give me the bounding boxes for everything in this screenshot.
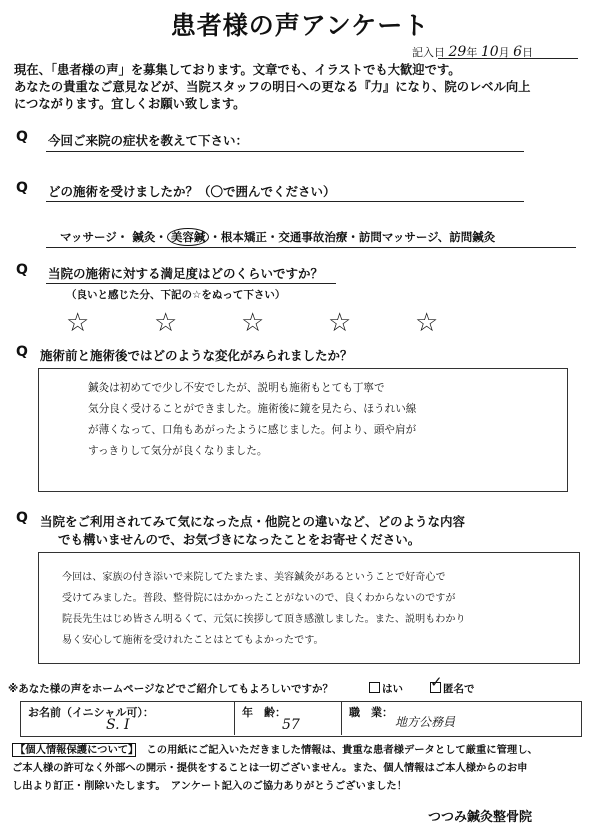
selected-option-circle[interactable]: 美容鍼 — [167, 228, 210, 246]
date-month: 10 — [480, 44, 499, 60]
answer-line: すっきりして気分が良くなりました。 — [88, 445, 268, 457]
treatment-options — [60, 228, 495, 246]
date-year: 29 — [448, 44, 467, 60]
name-label: お名前（イニシャル可）： — [28, 706, 154, 719]
star-icon-2[interactable]: ☆ — [154, 308, 178, 338]
consent-yes-label: はい — [382, 683, 403, 695]
privacy-notice — [12, 741, 538, 795]
answer-line: 院長先生はじめ皆さん明るくて、元気に挨拶して頂き感激しました。また、説明もわかり — [62, 614, 466, 625]
clinic-name: つつみ鍼灸整骨院 — [428, 810, 533, 825]
q5-text-line1: 当院をご利用されてみて気になった点・他院との違いなど、どのような内容 — [40, 514, 466, 529]
q5-answer — [62, 567, 466, 651]
q2-options-line — [46, 247, 576, 248]
answer-line: が薄くなって、口角もあがったように感じました。何より、頭や肩が — [88, 424, 417, 436]
job-value[interactable]: 地方公務員 — [395, 715, 456, 729]
q5-text-line2: でも構いませんので、お気づきになったことをお寄せください。 — [58, 532, 421, 547]
date-day-unit: 日 — [522, 46, 534, 59]
date-month-unit: 月 — [498, 46, 510, 59]
page-title: 患者様の声アンケート — [170, 11, 430, 40]
q3-text: 当院の施術に対する満足度はどのくらいですか？ — [48, 266, 324, 281]
q4-mark: Q — [16, 344, 28, 360]
consent-anonymous-label: 匿名で — [443, 683, 475, 695]
consent-yes[interactable] — [369, 681, 403, 696]
star-icon-5[interactable]: ☆ — [415, 308, 439, 338]
q4-answer — [88, 378, 416, 462]
answer-line: 受けてみました。普段、整骨院にはかかったことがないので、良くわからないのですが — [62, 593, 456, 604]
job-label: 職 業： — [349, 706, 393, 719]
name-value[interactable]: S. I — [106, 717, 130, 733]
q2-mark: Q — [16, 180, 28, 196]
star-icon-3[interactable]: ☆ — [241, 308, 265, 338]
info-divider-1 — [234, 701, 235, 735]
intro-text — [14, 62, 589, 113]
q2-underline — [46, 201, 524, 202]
q1-text: 今回ご来院の症状を教えて下さい： — [48, 133, 249, 148]
check-mark-icon: ✓ — [430, 673, 443, 691]
consent-question: ※あなた様の声をホームページなどでご紹介してもよろしいですか？ — [8, 683, 333, 695]
options-before: マッサージ・ 鍼灸・ — [60, 230, 167, 244]
privacy-line2: ご本人様の許可なく外部への開示・提供をすることは一切ございません。また、個人情報はご本人様からのお申 — [12, 762, 528, 774]
q3-mark: Q — [16, 262, 28, 278]
q3-note: （良いと感じた分、下記の☆をぬって下さい） — [66, 289, 286, 301]
age-value[interactable]: 57 — [282, 717, 300, 733]
star-icon-1[interactable]: ☆ — [66, 308, 90, 338]
privacy-line3: し出より訂正・削除いたします。 — [12, 780, 161, 792]
age-label: 年 齢： — [242, 706, 286, 719]
date-underline — [438, 58, 578, 59]
answer-line: 易く安心して施術を受けれたことはとてもよかったです。 — [62, 635, 324, 646]
answer-line: 今回は、家族の付き添いで来院してたまたま、美容鍼灸があるということで好奇心で — [62, 572, 446, 583]
q5-mark: Q — [16, 510, 28, 526]
date-label: 記入日 — [412, 46, 445, 59]
answer-line: 鍼灸は初めてで少し不安でしたが、説明も施術もとても丁寧で — [88, 382, 385, 394]
privacy-line1: この用紙にご記入いただきました情報は、貴重な患者様データとして厳重に管理し、 — [146, 744, 538, 756]
q1-mark: Q — [16, 129, 28, 145]
q4-text: 施術前と施術後ではどのような変化がみられましたか？ — [40, 348, 353, 363]
q1-answer-line — [46, 151, 524, 152]
info-divider-2 — [341, 701, 342, 735]
intro-line: あなたの貴重なご意見などが、当院スタッフの明日への更なる『力』になり、院のレベル向上 — [14, 80, 531, 94]
date-year-unit: 年 — [466, 46, 478, 59]
q3-underline — [46, 283, 336, 284]
options-after: ・根本矯正・交通事故治療・訪問マッサージ、訪問鍼灸 — [209, 230, 496, 244]
yes-checkbox[interactable] — [369, 682, 380, 693]
privacy-label: 【個人情報保護について】 — [12, 743, 136, 757]
intro-line: 現在、「患者様の声」を募集しております。文章でも、イラストでも大歓迎です。 — [14, 63, 461, 77]
q2-text: どの施術を受けましたか？（〇で囲んでください） — [48, 184, 336, 199]
intro-line: につながります。宜しくお願い致します。 — [14, 97, 246, 111]
answer-line: 気分良く受けることができました。施術後に鏡を見たら、ほうれい線 — [88, 403, 417, 415]
privacy-thanks: アンケート記入のご協力ありがとうございました！ — [170, 780, 407, 792]
star-icon-4[interactable]: ☆ — [328, 308, 352, 338]
date-day: 6 — [513, 44, 523, 60]
